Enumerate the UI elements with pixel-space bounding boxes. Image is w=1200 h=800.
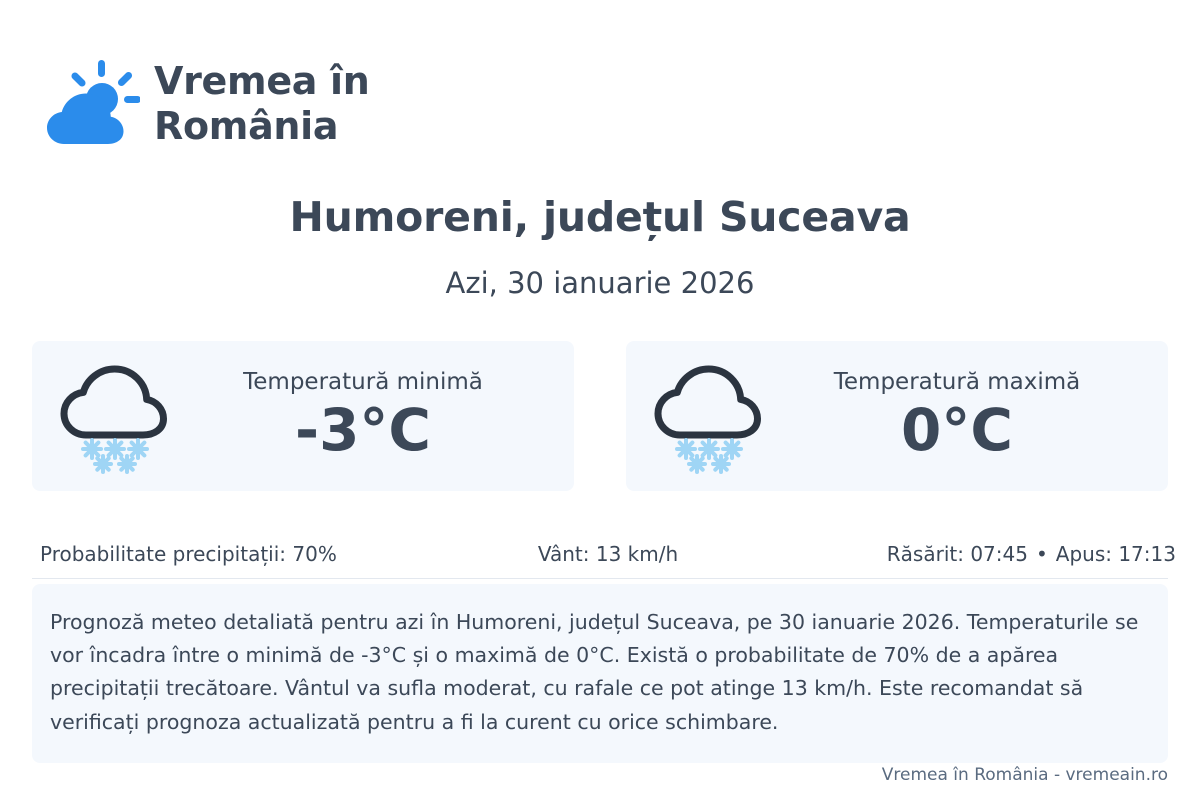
temperature-cards [32,341,1168,491]
max-temperature-card [626,341,1168,491]
sunset-time: Apus: 17:13 [1055,542,1176,566]
sunrise-time: Răsărit: 07:45 [886,542,1028,566]
max-temperature-text [774,369,1150,464]
wind-speed: Vânt: 13 km/h [537,542,679,566]
weather-stats-row [32,530,1176,579]
precipitation-probability: Probabilitate precipitații: 70% [40,542,337,566]
min-temperature-card [32,341,574,491]
sun-times-separator: • [1035,542,1048,566]
footer-credit: Vremea în România - vremeain.ro [881,765,1168,785]
sun-cloud-icon [36,52,140,156]
snow-cloud-icon [50,356,180,476]
min-temperature-value: -3°C [295,395,431,464]
sun-times [801,542,1180,566]
brand-header [36,52,434,156]
page-subtitle-date: Azi, 30 ianuarie 2026 [445,266,755,300]
max-temperature-label: Temperatură maximă [833,368,1081,395]
page-title: Humoreni, județul Suceava [289,193,911,241]
min-temperature-label: Temperatură minimă [243,368,483,395]
snow-cloud-icon [644,356,774,476]
max-temperature-value: 0°C [901,395,1013,464]
min-temperature-text [180,369,556,464]
forecast-description: Prognoză meteo detaliată pentru azi în Humoreni, județul Suceava, pe 30 ianuarie 2026. Temperaturile se vor încadra între o minimă de -3°C și o maximă de 0°C. Există o probabilitate de 70% de a apărea precipitații trecătoare. Vântul va sufla moderat, cu rafale ce pot atinge 13 km/h. Este recomandat să verificați prognoza actualizată pentru a fi la curent cu orice schimbare. [32,584,1168,763]
brand-title: Vremea în România [154,59,370,148]
